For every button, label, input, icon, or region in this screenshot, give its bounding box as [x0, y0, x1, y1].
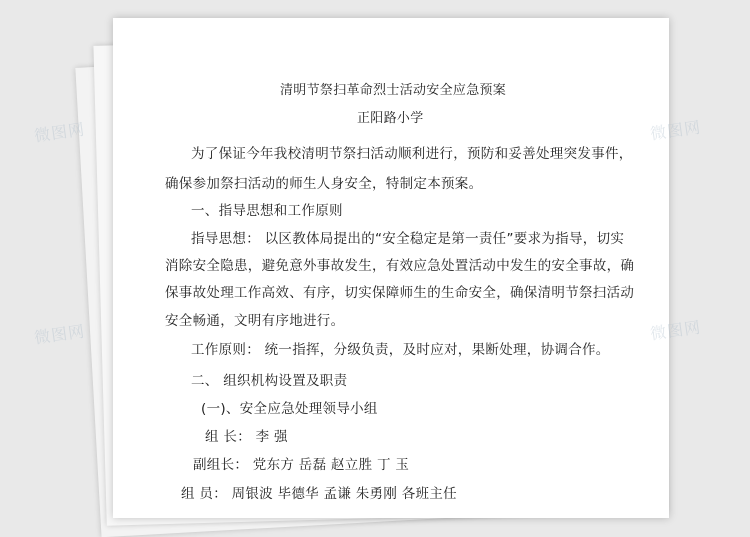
subsection-1-heading: (一)、安全应急处理领导小组 — [201, 401, 378, 417]
intro-line-2: 确保参加祭扫活动的师生人身安全，特制定本预案。 — [165, 176, 483, 192]
guiding-line-3: 保事故处理工作高效、有序，切实保障师生的生命安全，确保清明节祭扫活动 — [165, 285, 635, 301]
members-line: 组 员： 周银波 毕德华 孟谦 朱勇刚 各班主任 — [181, 486, 457, 502]
document-subtitle: 正阳路小学 — [357, 111, 424, 126]
guiding-line-2: 消除安全隐患，避免意外事故发生，有效应急处置活动中发生的安全事故，确 — [165, 258, 635, 274]
section-2-heading: 二、 组织机构设置及职责 — [191, 373, 348, 389]
watermark: 微图网 — [649, 117, 703, 144]
watermark: 微图网 — [33, 321, 87, 348]
guiding-line-1: 指导思想： 以区教体局提出的“安全稳定是第一责任”要求为指导，切实 — [191, 231, 625, 247]
document-title: 清明节祭扫革命烈士活动安全应急预案 — [280, 83, 507, 98]
leader-line: 组 长： 李 强 — [205, 429, 288, 445]
intro-line-1: 为了保证今年我校清明节祭扫活动顺利进行，预防和妥善处理突发事件， — [191, 146, 633, 162]
watermark: 微图网 — [649, 317, 703, 344]
deputy-line: 副组长： 党东方 岳磊 赵立胜 丁 玉 — [193, 457, 410, 473]
principle-line: 工作原则： 统一指挥，分级负责，及时应对，果断处理，协调合作。 — [191, 342, 610, 358]
watermark: 微图网 — [33, 119, 87, 146]
section-1-heading: 一、指导思想和工作原则 — [191, 203, 343, 219]
guiding-line-4: 安全畅通，文明有序地进行。 — [165, 313, 345, 329]
document-page — [113, 18, 669, 518]
